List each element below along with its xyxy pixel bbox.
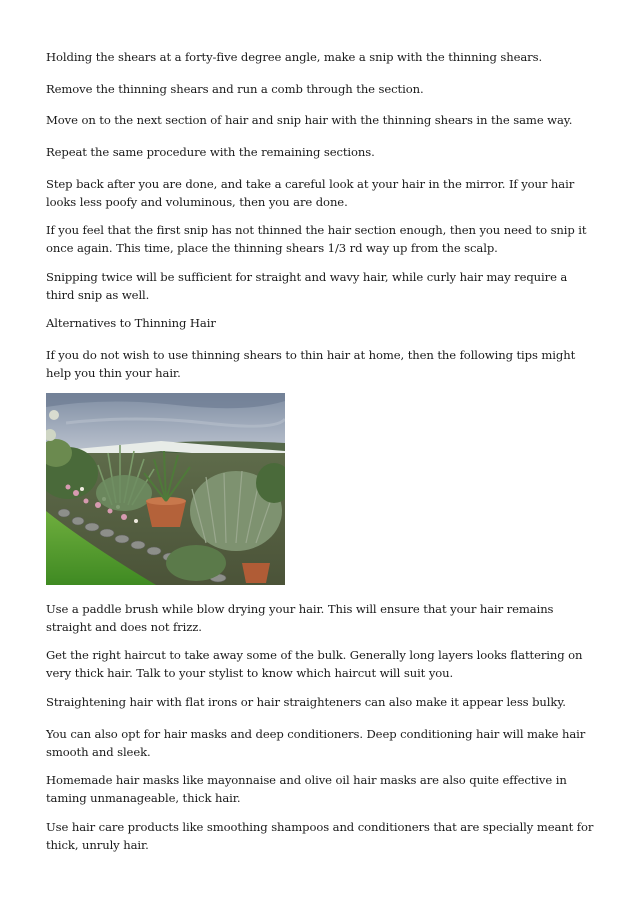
paragraph-hair-products: Use hair care products like smoothing shampoos and conditioners that are specially meant for thick, unruly hair.	[46, 820, 594, 852]
paragraph-snip-again: If you feel that the first snip has not thinned the hair section enough, then you need to snip it once again. This time, place the thinning shears 1/3 rd way up from the scalp.	[46, 223, 587, 255]
paragraph-angle-snip: Holding the shears at a forty-five degree angle, make a snip with the thinning shears.	[46, 50, 543, 64]
paragraph-right-haircut: Get the right haircut to take away some of the bulk. Generally long layers looks flattering on very thick hair. Talk to your stylist to know which haircut will suit you.	[46, 648, 583, 680]
paragraph-repeat: Repeat the same procedure with the remaining sections.	[46, 145, 375, 159]
paragraph-mirror-check: Step back after you are done, and take a careful look at your hair in the mirror. If your hair looks less poofy and voluminous, then you are done.	[46, 177, 575, 209]
paragraph-comb-section: Remove the thinning shears and run a comb through the section.	[46, 82, 424, 96]
paragraph-flat-irons: Straightening hair with flat irons or hair straighteners can also make it appear less bulky.	[46, 695, 566, 709]
section-heading-alternatives: Alternatives to Thinning Hair	[46, 316, 216, 330]
paragraph-next-section: Move on to the next section of hair and snip hair with the thinning shears in the same way.	[46, 113, 573, 127]
paragraph-alternatives-intro: If you do not wish to use thinning shears to thin hair at home, then the following tips might help you thin your hair.	[46, 348, 576, 380]
garden-photo	[46, 393, 285, 585]
paragraph-snip-twice: Snipping twice will be sufficient for straight and wavy hair, while curly hair may require a third snip as well.	[46, 270, 568, 302]
paragraph-hair-masks: You can also opt for hair masks and deep conditioners. Deep conditioning hair will make hair smooth and sleek.	[46, 727, 586, 759]
paragraph-homemade-masks: Homemade hair masks like mayonnaise and olive oil hair masks are also quite effective in taming unmanageable, thick hair.	[46, 773, 567, 805]
paragraph-paddle-brush: Use a paddle brush while blow drying your hair. This will ensure that your hair remains straight and does not frizz.	[46, 602, 554, 634]
